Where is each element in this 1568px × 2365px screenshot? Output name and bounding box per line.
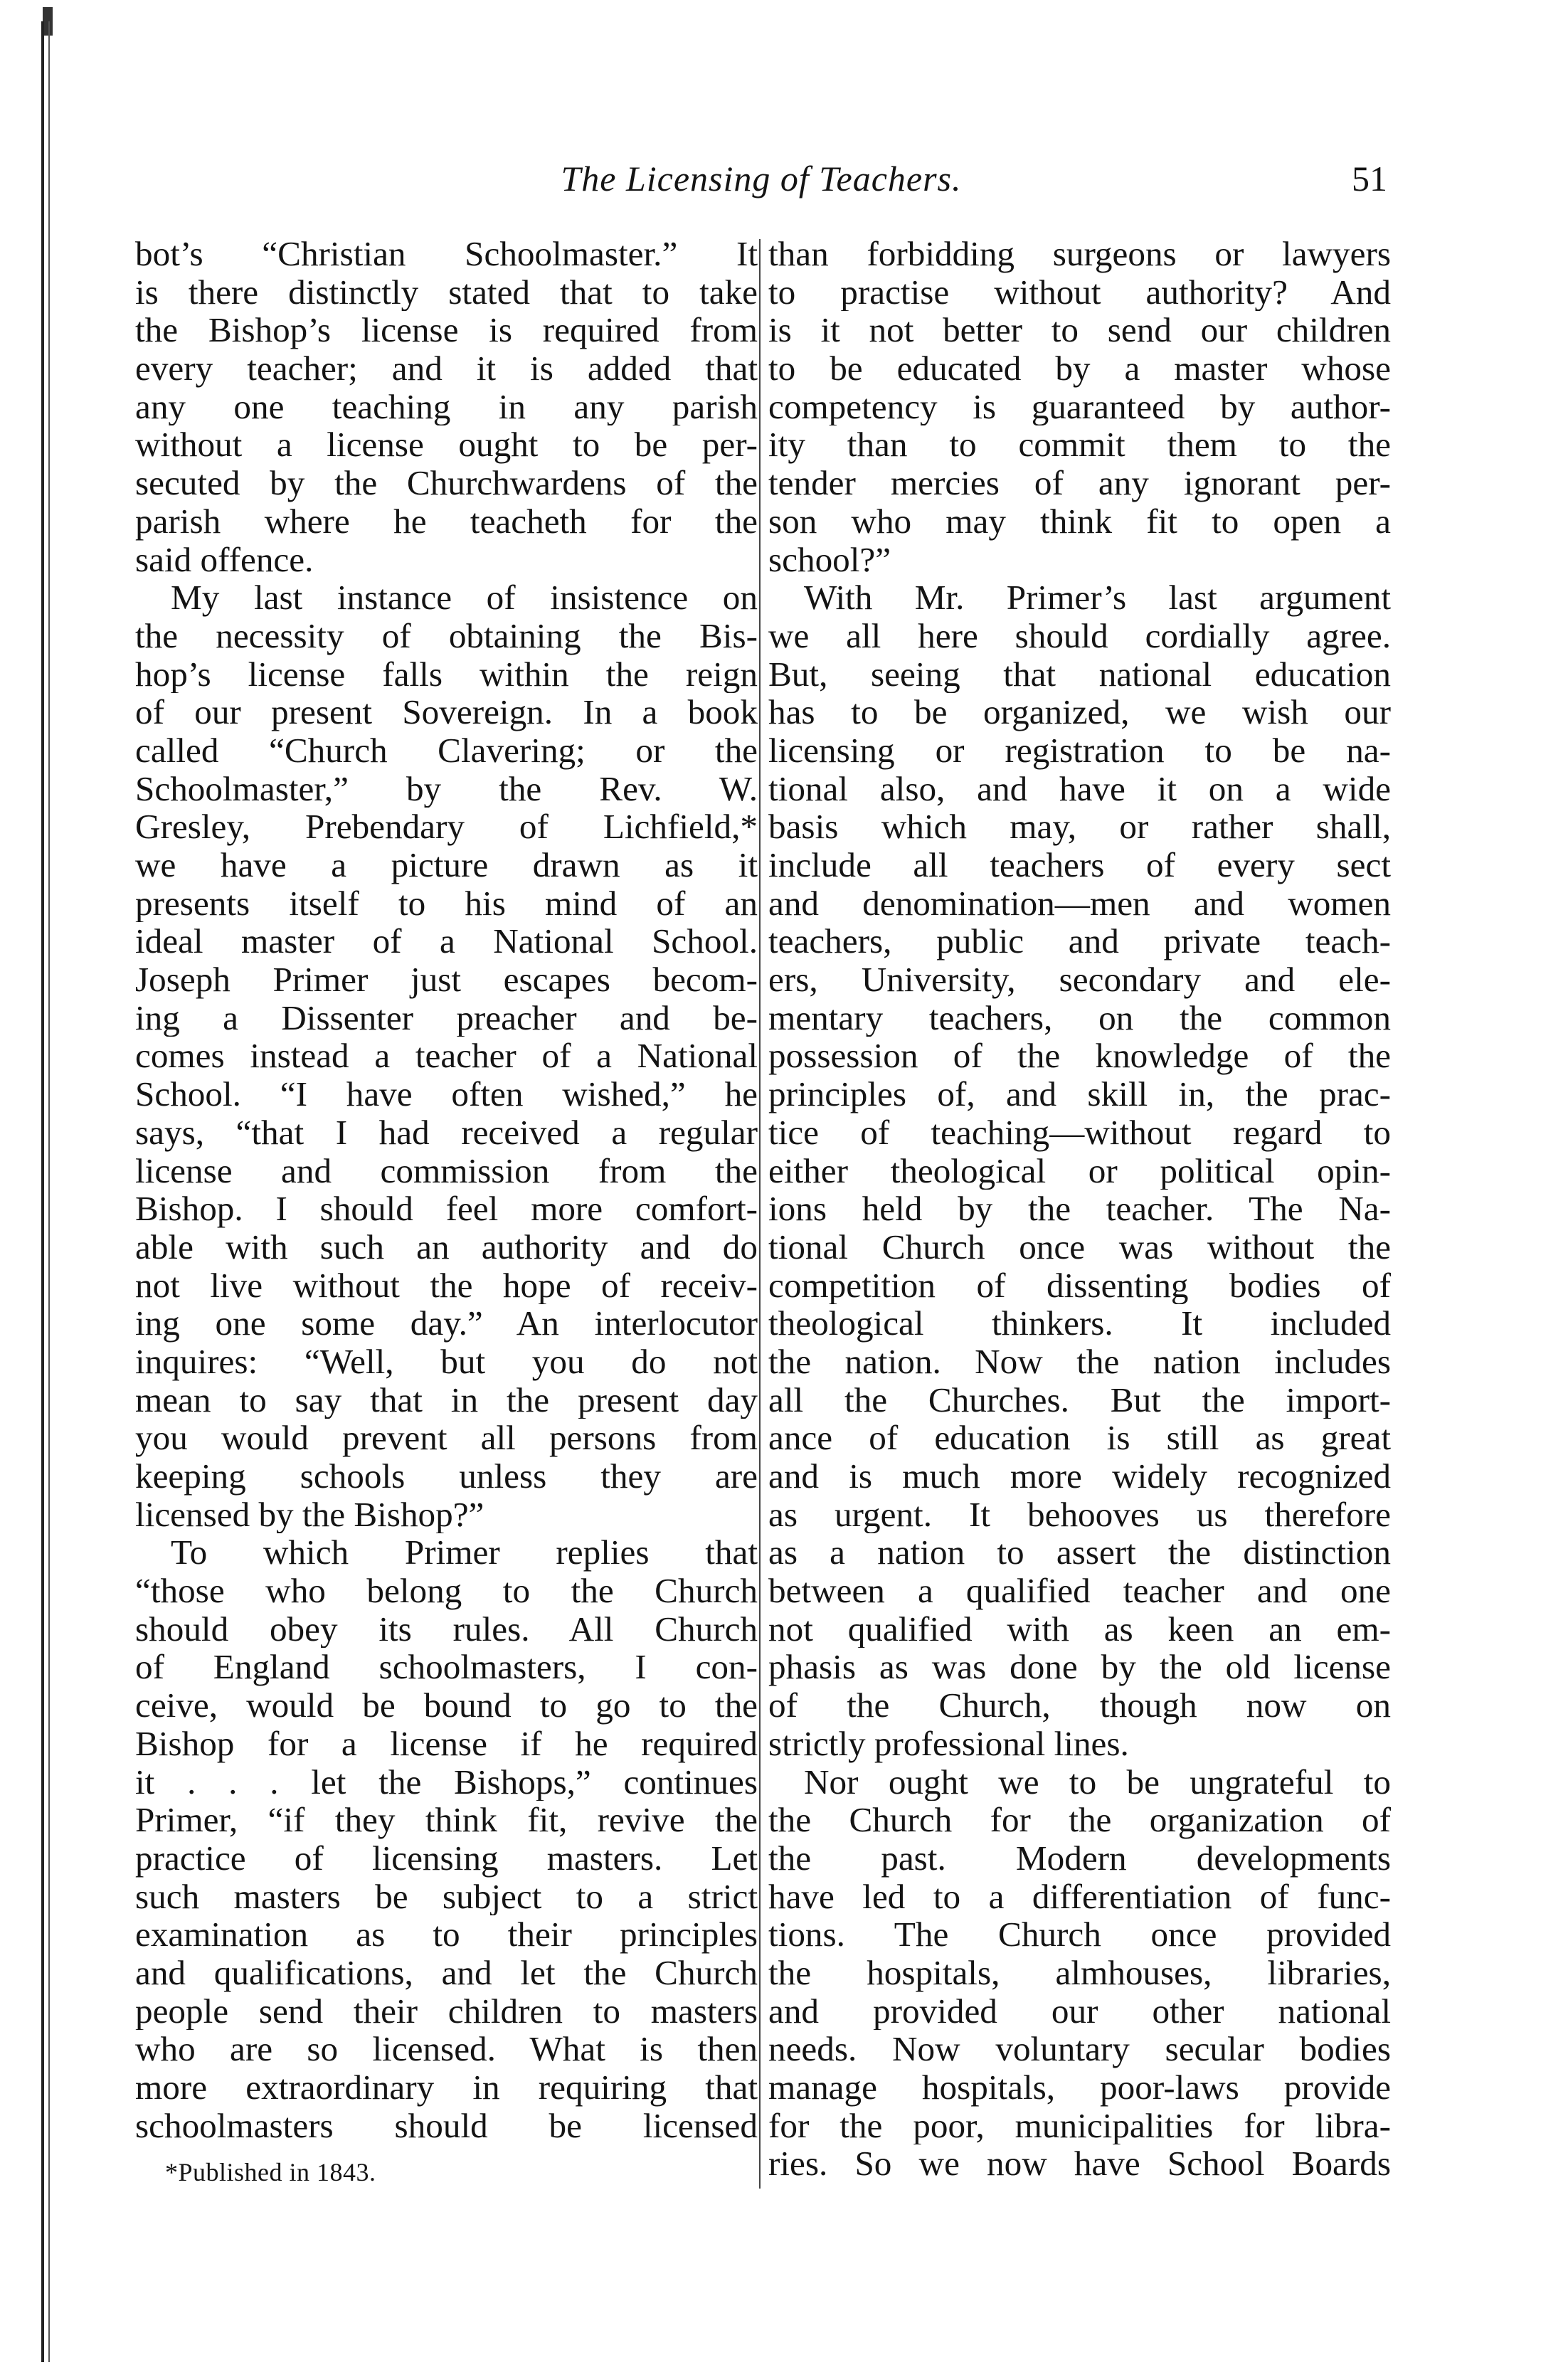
text-line: for the poor, municipalities for libra-	[768, 2106, 1391, 2145]
text-line: either theological or political opin-	[768, 1151, 1391, 1190]
text-line: and denomination—men and women	[768, 884, 1391, 923]
text-line: ance of education is still as great	[768, 1419, 1391, 1457]
text-line: keeping schools unless they are	[135, 1457, 758, 1496]
text-line: competency is guaranteed by author-	[768, 387, 1391, 426]
text-line: parish where he teacheth for the	[135, 502, 758, 541]
text-line: as urgent. It behooves us therefore	[768, 1495, 1391, 1534]
text-line: ceive, would be bound to go to the	[135, 1686, 758, 1725]
text-line: license and commission from the	[135, 1151, 758, 1190]
text-line: principles of, and skill in, the prac-	[768, 1075, 1391, 1113]
text-line: But, seeing that national education	[768, 655, 1391, 694]
text-line: any one teaching in any parish	[135, 387, 758, 426]
text-line: not live without the hope of receiv-	[135, 1266, 758, 1305]
text-line: Bishop for a license if he required	[135, 1724, 758, 1763]
text-line: comes instead a teacher of a National	[135, 1037, 758, 1076]
text-line: called “Church Clavering; or the	[135, 731, 758, 770]
text-line: should obey its rules. All Church	[135, 1609, 758, 1649]
text-line: the Bishop’s license is required from	[135, 311, 758, 350]
page-binding-edge	[41, 0, 53, 2365]
text-line: tender mercies of any ignorant per-	[768, 464, 1391, 502]
text-line: and provided our other national	[768, 1991, 1391, 2031]
text-line: not qualified with as keen an em-	[768, 1609, 1391, 1649]
text-line: have led to a differentiation of func-	[768, 1877, 1391, 1916]
text-line: as a nation to assert the distinction	[768, 1533, 1391, 1572]
text-line: between a qualified teacher and one	[768, 1572, 1391, 1610]
text-line: theological thinkers. It included	[768, 1304, 1391, 1343]
text-line: we have a picture drawn as it	[135, 846, 758, 884]
right-column	[768, 235, 1391, 2183]
text-line: phasis as was done by the old license	[768, 1648, 1391, 1687]
text-line: include all teachers of every sect	[768, 846, 1391, 884]
text-line: than forbidding surgeons or lawyers	[768, 235, 1391, 273]
text-line: of England schoolmasters, I con-	[135, 1648, 758, 1687]
text-line: Nor ought we to be ungrateful to	[804, 1762, 1391, 1801]
text-line: to be educated by a master whose	[768, 349, 1391, 388]
text-line: ries. So we now have School Boards	[768, 2144, 1391, 2184]
text-line: more extraordinary in requiring that	[135, 2068, 758, 2107]
text-line: mean to say that in the present day	[135, 1380, 758, 1419]
text-line: without a license ought to be per-	[135, 425, 758, 465]
text-line: secuted by the Churchwardens of the	[135, 464, 758, 502]
text-line: we all here should cordially agree.	[768, 616, 1391, 655]
text-line: such masters be subject to a strict	[135, 1877, 758, 1916]
text-line: Gresley, Prebendary of Lichfield,*	[135, 808, 758, 846]
text-line: ideal master of a National School.	[135, 922, 758, 961]
text-line: you would prevent all persons from	[135, 1419, 758, 1457]
text-line: the Church for the organization of	[768, 1801, 1391, 1839]
text-line: tional Church once was without the	[768, 1227, 1391, 1266]
text-line: schoolmasters should be licensed	[135, 2106, 758, 2145]
text-line: is it not better to send our children	[768, 311, 1391, 350]
text-line: and is much more widely recognized	[768, 1457, 1391, 1496]
text-line: said offence.	[135, 540, 314, 579]
binding-mark	[43, 7, 53, 36]
text-line: hop’s license falls within the reign	[135, 655, 758, 694]
text-line: mentary teachers, on the common	[768, 998, 1391, 1037]
running-head	[135, 158, 1387, 208]
text-line: ing one some day.” An interlocutor	[135, 1304, 758, 1343]
text-line: the past. Modern developments	[768, 1838, 1391, 1878]
text-line: people send their children to masters	[135, 1991, 758, 2031]
text-line: Primer, “if they think fit, revive the	[135, 1801, 758, 1839]
text-line: of our present Sovereign. In a book	[135, 693, 758, 731]
text-line: basis which may, or rather shall,	[768, 808, 1391, 846]
text-line: every teacher; and it is added that	[135, 349, 758, 388]
text-line: With Mr. Primer’s last argument	[804, 578, 1391, 617]
text-line: licensed by the Bishop?”	[135, 1495, 484, 1534]
text-line: able with such an authority and do	[135, 1227, 758, 1266]
text-line: practice of licensing masters. Let	[135, 1838, 758, 1878]
text-line: and qualifications, and let the Church	[135, 1953, 758, 1992]
text-line: school?”	[768, 540, 891, 579]
text-line: tions. The Church once provided	[768, 1915, 1391, 1954]
text-line: teachers, public and private teach-	[768, 922, 1391, 961]
column-divider	[759, 239, 761, 2189]
text-line: the hospitals, almhouses, libraries,	[768, 1953, 1391, 1992]
text-line: has to be organized, we wish our	[768, 693, 1391, 731]
page-number: 51	[1352, 159, 1387, 199]
text-line: son who may think fit to open a	[768, 502, 1391, 541]
binding-rule-inner	[48, 21, 50, 2362]
text-line: Bishop. I should feel more comfort-	[135, 1190, 758, 1228]
text-line: ers, University, secondary and ele-	[768, 961, 1391, 999]
text-line: who are so licensed. What is then	[135, 2030, 758, 2068]
text-line: competition of dissenting bodies of	[768, 1266, 1391, 1305]
text-line: the nation. Now the nation includes	[768, 1342, 1391, 1381]
text-line: Schoolmaster,” by the Rev. W.	[135, 769, 758, 808]
text-line: possession of the knowledge of the	[768, 1037, 1391, 1076]
text-line: strictly professional lines.	[768, 1724, 1129, 1763]
text-line: needs. Now voluntary secular bodies	[768, 2030, 1391, 2068]
text-line: examination as to their principles	[135, 1915, 758, 1954]
text-line: bot’s “Christian Schoolmaster.” It	[135, 235, 758, 273]
binding-rule-outer	[41, 21, 44, 2362]
text-line: the necessity of obtaining the Bis-	[135, 616, 758, 655]
running-title: The Licensing of Teachers.	[561, 159, 962, 199]
text-line: My last instance of insistence on	[171, 578, 758, 617]
text-line: is there distinctly stated that to take	[135, 273, 758, 312]
left-column	[135, 235, 758, 2144]
text-line: inquires: “Well, but you do not	[135, 1342, 758, 1381]
text-line: it . . . let the Bishops,” continues	[135, 1762, 758, 1801]
text-line: ing a Dissenter preacher and be-	[135, 998, 758, 1037]
text-line: of the Church, though now on	[768, 1686, 1391, 1725]
text-line: To which Primer replies that	[171, 1533, 758, 1572]
text-line: tional also, and have it on a wide	[768, 769, 1391, 808]
text-line: all the Churches. But the import-	[768, 1380, 1391, 1419]
text-line: manage hospitals, poor-laws provide	[768, 2068, 1391, 2107]
text-line: presents itself to his mind of an	[135, 884, 758, 923]
text-line: licensing or registration to be na-	[768, 731, 1391, 770]
text-line: says, “that I had received a regular	[135, 1113, 758, 1152]
footnote: *Published in 1843.	[165, 2158, 376, 2186]
text-line: tice of teaching—without regard to	[768, 1113, 1391, 1152]
text-line: Joseph Primer just escapes becom-	[135, 961, 758, 999]
text-line: “those who belong to the Church	[135, 1572, 758, 1610]
text-line: ity than to commit them to the	[768, 425, 1391, 465]
text-line: to practise without authority? And	[768, 273, 1391, 312]
text-line: School. “I have often wished,” he	[135, 1075, 758, 1113]
text-line: ions held by the teacher. The Na-	[768, 1190, 1391, 1228]
